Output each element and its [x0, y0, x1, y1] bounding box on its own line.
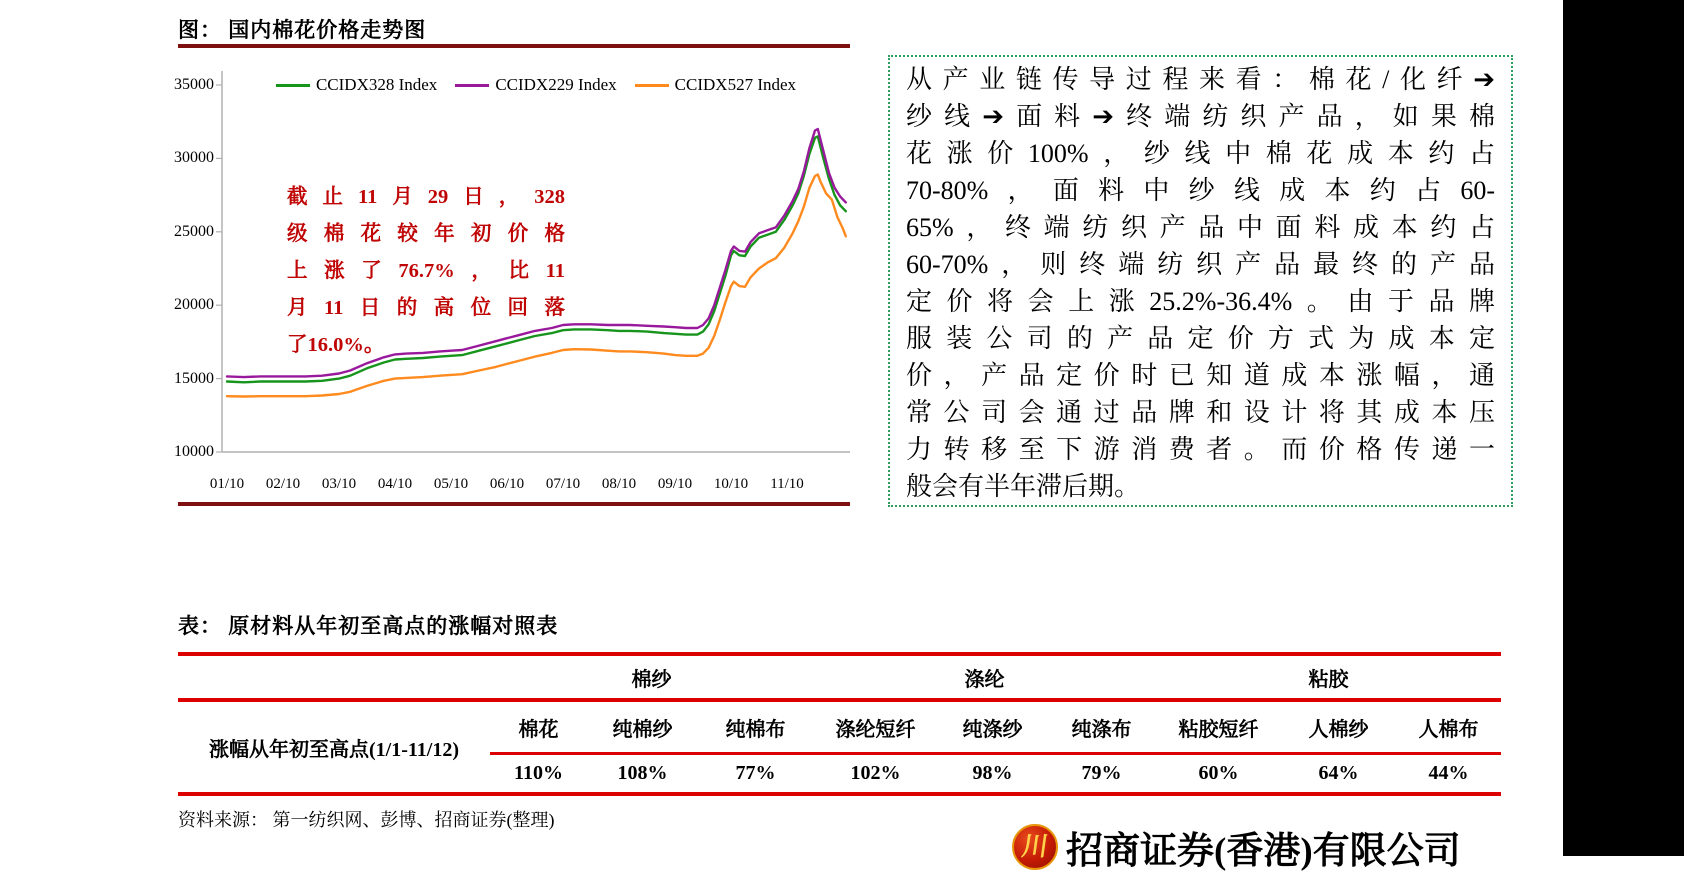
- line-swatch-icon: [276, 84, 310, 87]
- figure-bottom-rule: [178, 502, 850, 506]
- legend-item-ccidx229: [455, 75, 616, 95]
- x-axis-tick-label: 02/10: [265, 476, 301, 492]
- figure-title: 图： 国内棉花价格走势图: [178, 18, 427, 42]
- value-cell: 44%: [1428, 762, 1469, 784]
- value-cell: 102%: [850, 762, 901, 784]
- x-axis-tick-label: 01/10: [209, 476, 245, 492]
- value-cell: 110%: [514, 762, 563, 784]
- chart-legend: [222, 75, 850, 95]
- value-cell: 60%: [1198, 762, 1239, 784]
- col-header: 人棉纱: [1281, 700, 1396, 754]
- commentary-line: 65%，终端纺织产品中面料成本约占: [906, 213, 1495, 242]
- annotation-line: 级棉花较年初价格: [287, 223, 565, 245]
- commentary-line: 服装公司的产品定价方式为成本定: [906, 324, 1495, 353]
- col-header: 人棉布: [1396, 700, 1501, 754]
- commentary-line: 力转移至下游消费者。而价格传递一: [906, 435, 1495, 464]
- line-swatch-icon: [635, 84, 669, 87]
- table-title: 表： 原材料从年初至高点的涨幅对照表: [178, 614, 559, 638]
- legend-label: CCIDX229 Index: [495, 75, 617, 94]
- cotton-price-line-chart: [170, 55, 860, 505]
- y-axis-tick-label: 25000: [174, 222, 214, 240]
- annotation-line: 截止11月29日，328: [287, 186, 565, 208]
- y-axis-tick-label: 10000: [174, 443, 214, 460]
- line-swatch-icon: [455, 84, 489, 87]
- figure-title-rule: [178, 44, 850, 48]
- commentary-line: 70-80%，面料中纱线成本约占60-: [906, 176, 1495, 205]
- x-axis-labels: [170, 476, 860, 500]
- group-header-viscose: 粘胶: [1156, 654, 1501, 700]
- commentary-line: 价，产品定价时已知道成本涨幅，通: [906, 361, 1495, 390]
- value-cell: 77%: [735, 762, 776, 784]
- col-header: 粘胶短纤: [1156, 700, 1281, 754]
- col-header: 棉花: [490, 700, 587, 754]
- value-cell: 79%: [1081, 762, 1122, 784]
- table-column-header-row: [178, 700, 1501, 754]
- col-header: 纯棉布: [698, 700, 813, 754]
- x-axis-tick-label: 11/10: [770, 476, 804, 492]
- value-cell: 108%: [617, 762, 668, 784]
- cms-logo-icon: [1012, 824, 1058, 870]
- x-axis-tick-label: 03/10: [321, 476, 357, 492]
- y-axis-tick-label: 20000: [174, 296, 214, 314]
- annotation-line: 了16.0%。: [287, 334, 385, 356]
- cms-company-logo: [1012, 820, 1461, 874]
- legend-label: CCIDX527 Index: [674, 75, 797, 94]
- y-axis-tick-label: 15000: [174, 369, 214, 387]
- commentary-line: 纱线➔面料➔终端纺织产品，如果棉: [906, 102, 1495, 131]
- commentary-line: 60-70%，则终端纺织产品最终的产品: [906, 250, 1495, 279]
- commentary-box: [888, 55, 1513, 507]
- y-axis-tick-label: 35000: [174, 76, 214, 93]
- y-axis-tick-label: 30000: [174, 149, 214, 167]
- chart-annotation: [287, 179, 565, 364]
- x-axis-tick-label: 10/10: [713, 476, 749, 492]
- empty-cell: [178, 654, 490, 700]
- value-cell: 98%: [972, 762, 1013, 784]
- x-axis-tick-label: 04/10: [377, 476, 413, 492]
- commentary-line: 常公司会通过品牌和设计将其成本压: [906, 398, 1495, 427]
- commentary-line: 般会有半年滞后期。: [906, 472, 1141, 501]
- commentary-line: 从产业链传导过程来看：棉花/化纤➔: [906, 65, 1495, 94]
- annotation-line: 月11日的高位回落: [287, 297, 565, 319]
- commentary-line: 定价将会上涨25.2%-36.4%。由于品牌: [906, 287, 1495, 316]
- table-row-label: 涨幅从年初至高点(1/1-11/12): [209, 738, 459, 761]
- x-axis-tick-label: 05/10: [433, 476, 469, 492]
- x-axis-tick-label: 09/10: [657, 476, 693, 492]
- annotation-line: 上涨了76.7%，比11: [287, 260, 565, 282]
- legend-item-ccidx527: [635, 75, 796, 95]
- data-source-note: 资料来源： 第一纺织网、彭博、招商证券(整理): [178, 810, 555, 830]
- col-header: 涤纶短纤: [813, 700, 938, 754]
- x-axis-tick-label: 08/10: [601, 476, 637, 492]
- screenshot-black-strip: [1563, 0, 1684, 856]
- commentary-line: 花涨价100%，纱线中棉花成本约占: [906, 139, 1495, 168]
- legend-item-ccidx328: [276, 75, 437, 95]
- x-axis-tick-label: 07/10: [545, 476, 581, 492]
- col-header: 纯涤布: [1047, 700, 1156, 754]
- value-cell: 64%: [1318, 762, 1359, 784]
- logo-company-name: 招商证券(香港)有限公司: [1066, 831, 1461, 872]
- group-header-cotton-yarn: 棉纱: [490, 654, 813, 700]
- logo-glyph: 川: [1020, 832, 1051, 861]
- table-group-header-row: [178, 654, 1501, 700]
- legend-label: CCIDX328 Index: [315, 75, 438, 94]
- col-header: 纯棉纱: [587, 700, 698, 754]
- x-axis-tick-label: 06/10: [489, 476, 525, 492]
- group-header-polyester: 涤纶: [813, 654, 1156, 700]
- col-header: 纯涤纱: [938, 700, 1047, 754]
- raw-material-gain-table: [178, 652, 1501, 796]
